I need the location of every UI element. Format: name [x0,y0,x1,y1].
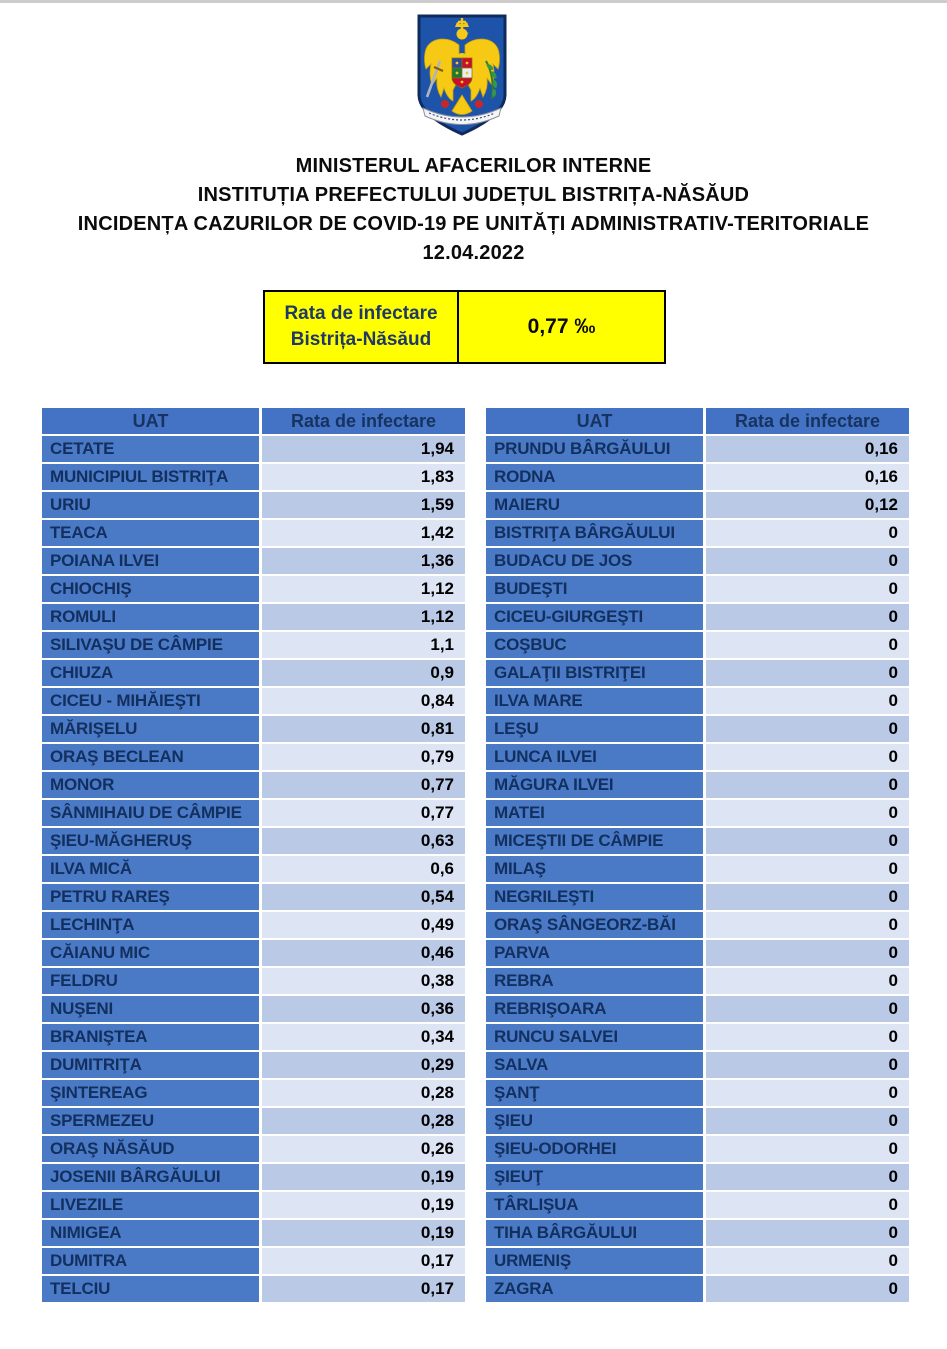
rate-value-cell: 1,83 [262,464,465,490]
romania-coat-of-arms-icon [414,11,510,139]
uat-name-cell: LIVEZILE [42,1192,259,1218]
rate-value-cell: 0,17 [262,1276,465,1302]
rate-value-cell: 1,42 [262,520,465,546]
table-row [42,492,465,518]
uat-name-cell: JOSENII BÂRGĂULUI [42,1164,259,1190]
uat-name-cell: PRUNDU BÂRGĂULUI [486,436,703,462]
uat-name-cell: NUŞENI [42,996,259,1022]
table-row [42,828,465,854]
summary-rate-value: 0,77 ‰ [527,315,596,338]
table-row [486,856,909,882]
rate-value-cell: 0,12 [706,492,909,518]
uat-name-cell: BRANIŞTEA [42,1024,259,1050]
rate-value-cell: 0,19 [262,1220,465,1246]
rate-value-cell: 0 [706,856,909,882]
title-subject: INCIDENȚA CAZURILOR DE COVID-19 PE UNITĂȚI ADMINISTRATIV-TERITORIALE [77,213,870,235]
table-row [486,1024,909,1050]
table-row [42,1052,465,1078]
uat-name-cell: PETRU RAREŞ [42,884,259,910]
uat-name-cell: ILVA MICĂ [42,856,259,882]
table-row [42,856,465,882]
rate-value-cell: 0 [706,1276,909,1302]
uat-name-cell: REBRIŞOARA [486,996,703,1022]
table-row [486,1136,909,1162]
rate-value-cell: 1,1 [262,632,465,658]
table-row [42,660,465,686]
uat-name-cell: LECHINŢA [42,912,259,938]
table-row [42,520,465,546]
uat-name-cell: ŞIEUŢ [486,1164,703,1190]
table-row [486,1164,909,1190]
column-header-rate: Rata de infectare [706,408,909,434]
table-row [486,436,909,462]
table-row [42,1276,465,1302]
county-rate-summary-box [263,290,666,364]
rate-value-cell: 0,79 [262,744,465,770]
uat-name-cell: MAIERU [486,492,703,518]
rate-value-cell: 0 [706,744,909,770]
title-ministry: MINISTERUL AFACERILOR INTERNE [295,155,652,177]
table-row [42,1220,465,1246]
uat-name-cell: ŞIEU-MĂGHERUŞ [42,828,259,854]
rate-value-cell: 0 [706,520,909,546]
rate-value-cell: 0,16 [706,464,909,490]
table-row [486,744,909,770]
uat-name-cell: MONOR [42,772,259,798]
uat-name-cell: DUMITRA [42,1248,259,1274]
table-row [486,828,909,854]
uat-name-cell: ŞINTEREAG [42,1080,259,1106]
table-row [42,1192,465,1218]
rate-value-cell: 0,17 [262,1248,465,1274]
uat-name-cell: MĂRIŞELU [42,716,259,742]
table-row [486,688,909,714]
rate-value-cell: 0 [706,576,909,602]
rate-value-cell: 1,12 [262,576,465,602]
rate-value-cell: 0,49 [262,912,465,938]
table-row [42,688,465,714]
uat-name-cell: CHIOCHIŞ [42,576,259,602]
table-row [486,520,909,546]
table-row [42,632,465,658]
table-row [486,912,909,938]
uat-name-cell: TELCIU [42,1276,259,1302]
uat-name-cell: DUMITRIŢA [42,1052,259,1078]
uat-name-cell: MATEI [486,800,703,826]
rate-value-cell: 0,28 [262,1080,465,1106]
title-date: 12.04.2022 [422,242,525,264]
column-header-uat: UAT [486,408,703,434]
table-row [486,716,909,742]
uat-name-cell: ŞIEU [486,1108,703,1134]
uat-name-cell: BUDACU DE JOS [486,548,703,574]
uat-name-cell: LUNCA ILVEI [486,744,703,770]
table-row [486,884,909,910]
table-row [42,548,465,574]
uat-name-cell: BUDEŞTI [486,576,703,602]
uat-name-cell: POIANA ILVEI [42,548,259,574]
table-header-row [42,408,465,434]
table-row [486,940,909,966]
rate-value-cell: 1,94 [262,436,465,462]
rate-value-cell: 0 [706,1108,909,1134]
rate-value-cell: 0,29 [262,1052,465,1078]
rate-value-cell: 0 [706,1080,909,1106]
table-row [42,1136,465,1162]
table-row [486,632,909,658]
table-row [42,1164,465,1190]
rate-value-cell: 0,6 [262,856,465,882]
rate-value-cell: 0,9 [262,660,465,686]
uat-name-cell: SALVA [486,1052,703,1078]
rate-value-cell: 0,77 [262,772,465,798]
uat-name-cell: ZAGRA [486,1276,703,1302]
rate-value-cell: 0,77 [262,800,465,826]
uat-name-cell: ILVA MARE [486,688,703,714]
uat-name-cell: RUNCU SALVEI [486,1024,703,1050]
uat-name-cell: ORAŞ BECLEAN [42,744,259,770]
rate-value-cell: 0 [706,548,909,574]
uat-name-cell: LEŞU [486,716,703,742]
uat-rate-table-left [42,408,465,1304]
table-row [486,660,909,686]
rate-value-cell: 0 [706,772,909,798]
table-row [42,744,465,770]
rate-value-cell: 0,16 [706,436,909,462]
table-row [42,1108,465,1134]
rate-value-cell: 0,34 [262,1024,465,1050]
document-header [0,152,947,268]
table-row [42,436,465,462]
rate-value-cell: 0 [706,604,909,630]
column-header-uat: UAT [42,408,259,434]
rate-value-cell: 0 [706,1052,909,1078]
rate-value-cell: 0 [706,940,909,966]
table-row [42,464,465,490]
rate-value-cell: 0 [706,996,909,1022]
table-row [42,800,465,826]
rate-value-cell: 0,19 [262,1192,465,1218]
table-row [486,1276,909,1302]
uat-name-cell: NEGRILEŞTI [486,884,703,910]
table-row [486,464,909,490]
uat-name-cell: CICEU - MIHĂIEŞTI [42,688,259,714]
uat-name-cell: PARVA [486,940,703,966]
uat-name-cell: SÂNMIHAIU DE CÂMPIE [42,800,259,826]
uat-name-cell: TEACA [42,520,259,546]
uat-name-cell: GALAŢII BISTRIŢEI [486,660,703,686]
table-row [42,996,465,1022]
table-row [42,716,465,742]
uat-name-cell: TIHA BÂRGĂULUI [486,1220,703,1246]
uat-name-cell: URIU [42,492,259,518]
table-row [486,996,909,1022]
rate-value-cell: 0 [706,800,909,826]
uat-name-cell: SPERMEZEU [42,1108,259,1134]
uat-name-cell: MUNICIPIUL BISTRIŢA [42,464,259,490]
summary-label-line2: Bistrița-Năsăud [290,329,432,350]
uat-name-cell: MILAŞ [486,856,703,882]
uat-name-cell: FELDRU [42,968,259,994]
rate-value-cell: 0,54 [262,884,465,910]
uat-name-cell: NIMIGEA [42,1220,259,1246]
rate-value-cell: 0,28 [262,1108,465,1134]
rate-value-cell: 0,38 [262,968,465,994]
rate-value-cell: 0,19 [262,1164,465,1190]
rate-value-cell: 0 [706,1248,909,1274]
rate-value-cell: 0,84 [262,688,465,714]
uat-name-cell: ORAŞ SÂNGEORZ-BĂI [486,912,703,938]
uat-name-cell: MĂGURA ILVEI [486,772,703,798]
rate-value-cell: 0 [706,1136,909,1162]
rate-value-cell: 0,81 [262,716,465,742]
table-header-row [486,408,909,434]
uat-rate-table-right [486,408,909,1304]
uat-name-cell: TÂRLIŞUA [486,1192,703,1218]
rate-value-cell: 0 [706,1164,909,1190]
table-row [486,604,909,630]
table-row [486,1052,909,1078]
table-row [42,772,465,798]
table-row [486,772,909,798]
table-row [486,548,909,574]
rate-value-cell: 0 [706,912,909,938]
table-row [486,576,909,602]
table-row [486,492,909,518]
uat-name-cell: SILIVAŞU DE CÂMPIE [42,632,259,658]
uat-name-cell: ŞANŢ [486,1080,703,1106]
uat-name-cell: CHIUZA [42,660,259,686]
uat-name-cell: ROMULI [42,604,259,630]
rate-value-cell: 0 [706,660,909,686]
uat-name-cell: URMENIŞ [486,1248,703,1274]
uat-name-cell: MICEŞTII DE CÂMPIE [486,828,703,854]
table-row [486,800,909,826]
rate-value-cell: 0 [706,884,909,910]
rate-value-cell: 0 [706,1192,909,1218]
uat-name-cell: ŞIEU-ODORHEI [486,1136,703,1162]
summary-label-line1: Rata de infectare [284,303,438,324]
table-row [42,1248,465,1274]
uat-name-cell: BISTRIŢA BÂRGĂULUI [486,520,703,546]
rate-value-cell: 0 [706,716,909,742]
table-row [486,1080,909,1106]
rate-value-cell: 0,36 [262,996,465,1022]
rate-value-cell: 0 [706,688,909,714]
title-institution: INSTITUȚIA PREFECTULUI JUDEȚUL BISTRIȚA-NĂSĂUD [197,184,750,206]
table-row [42,884,465,910]
rate-value-cell: 0 [706,1220,909,1246]
rate-value-cell: 0 [706,968,909,994]
table-row [42,1080,465,1106]
uat-name-cell: ORAŞ NĂSĂUD [42,1136,259,1162]
table-row [486,1248,909,1274]
rate-value-cell: 0,46 [262,940,465,966]
rate-value-cell: 0 [706,828,909,854]
uat-name-cell: CĂIANU MIC [42,940,259,966]
column-header-rate: Rata de infectare [262,408,465,434]
rate-value-cell: 1,36 [262,548,465,574]
table-row [42,940,465,966]
uat-name-cell: CICEU-GIURGEŞTI [486,604,703,630]
rate-value-cell: 0,26 [262,1136,465,1162]
table-row [486,968,909,994]
summary-label [265,292,459,362]
table-row [42,576,465,602]
rate-value-cell: 0,63 [262,828,465,854]
uat-name-cell: CETATE [42,436,259,462]
rate-value-cell: 0 [706,1024,909,1050]
table-row [42,912,465,938]
uat-name-cell: COŞBUC [486,632,703,658]
rate-value-cell: 0 [706,632,909,658]
table-row [42,1024,465,1050]
table-row [42,604,465,630]
table-row [42,968,465,994]
uat-name-cell: RODNA [486,464,703,490]
table-row [486,1192,909,1218]
table-row [486,1108,909,1134]
uat-name-cell: REBRA [486,968,703,994]
rate-value-cell: 1,12 [262,604,465,630]
rate-value-cell: 1,59 [262,492,465,518]
table-row [486,1220,909,1246]
